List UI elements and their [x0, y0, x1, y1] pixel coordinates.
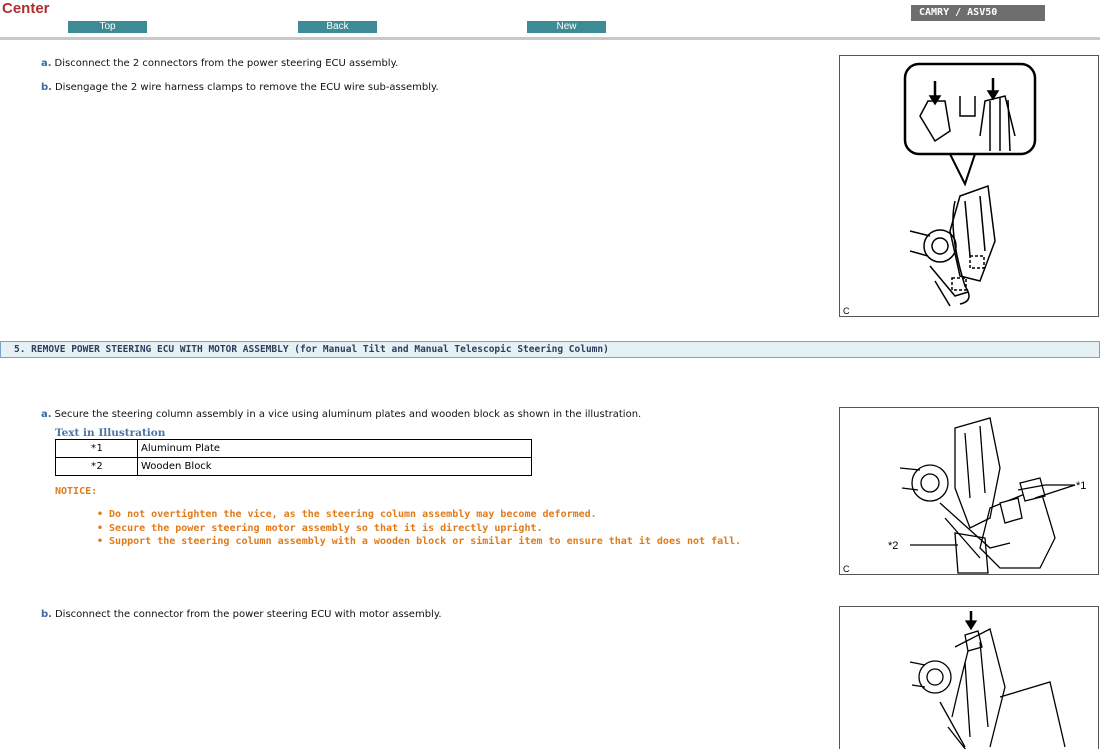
illustration-ecu-connectors[interactable] [839, 55, 1099, 317]
step-text: Disconnect the connector from the power steering ECU with motor assembly. [54, 609, 442, 620]
new-button[interactable]: New [527, 21, 606, 33]
vice-setup-drawing [840, 408, 1098, 574]
table-row [56, 440, 532, 458]
notice-heading: NOTICE: [55, 486, 98, 497]
back-button[interactable]: Back [298, 21, 377, 33]
table-cell-key: *2 [56, 458, 138, 476]
ecu-motor-connector-drawing [840, 607, 1098, 749]
table-cell-value: Wooden Block [138, 458, 532, 476]
figure-code: C [843, 564, 850, 574]
step-text: Disengage the 2 wire harness clamps to remove the ECU wire sub-assembly. [54, 82, 439, 93]
step-text: Disconnect the 2 connectors from the power steering ECU assembly. [54, 58, 399, 69]
table-row [56, 458, 532, 476]
section-heading-5: 5. REMOVE POWER STEERING ECU WITH MOTOR ASSEMBLY (for Manual Tilt and Manual Telescopic Steering Column) [0, 341, 1100, 358]
figure-code: C [843, 306, 850, 316]
table-cell-key: *1 [56, 440, 138, 458]
step-text: Secure the steering column assembly in a vice using aluminum plates and wooden block as shown in the illustration. [54, 409, 642, 420]
model-badge: CAMRY / ASV50 [911, 5, 1045, 21]
callout-label-2: *2 [888, 540, 899, 552]
illustration-ecu-motor-connector[interactable] [839, 606, 1099, 749]
header-divider [0, 37, 1100, 40]
page-title: Center [2, 0, 50, 17]
callout-label-1: *1 [1076, 480, 1087, 492]
notice-item: • Do not overtighten the vice, as the steering column assembly may become deformed. [97, 508, 741, 522]
step-b-disengage-clamps [41, 82, 439, 93]
ecu-connectors-drawing [840, 56, 1098, 316]
top-button[interactable]: Top [68, 21, 147, 33]
step-letter: a. [41, 409, 52, 420]
illustration-text-heading: Text in Illustration [55, 427, 166, 439]
step-letter: b. [41, 609, 52, 620]
step-b-disconnect-connector [41, 609, 442, 620]
table-cell-value: Aluminum Plate [138, 440, 532, 458]
step-letter: b. [41, 82, 52, 93]
notice-item: • Secure the power steering motor assembly so that it is directly upright. [97, 522, 741, 536]
step-letter: a. [41, 58, 52, 69]
notice-item: • Support the steering column assembly with a wooden block or similar item to ensure that it does not fall. [97, 535, 741, 549]
illustration-vice-setup[interactable] [839, 407, 1099, 575]
notice-list [97, 508, 741, 549]
step-a-secure-column [41, 409, 641, 420]
step-a-disconnect-connectors [41, 58, 398, 69]
illustration-text-table [55, 439, 532, 476]
